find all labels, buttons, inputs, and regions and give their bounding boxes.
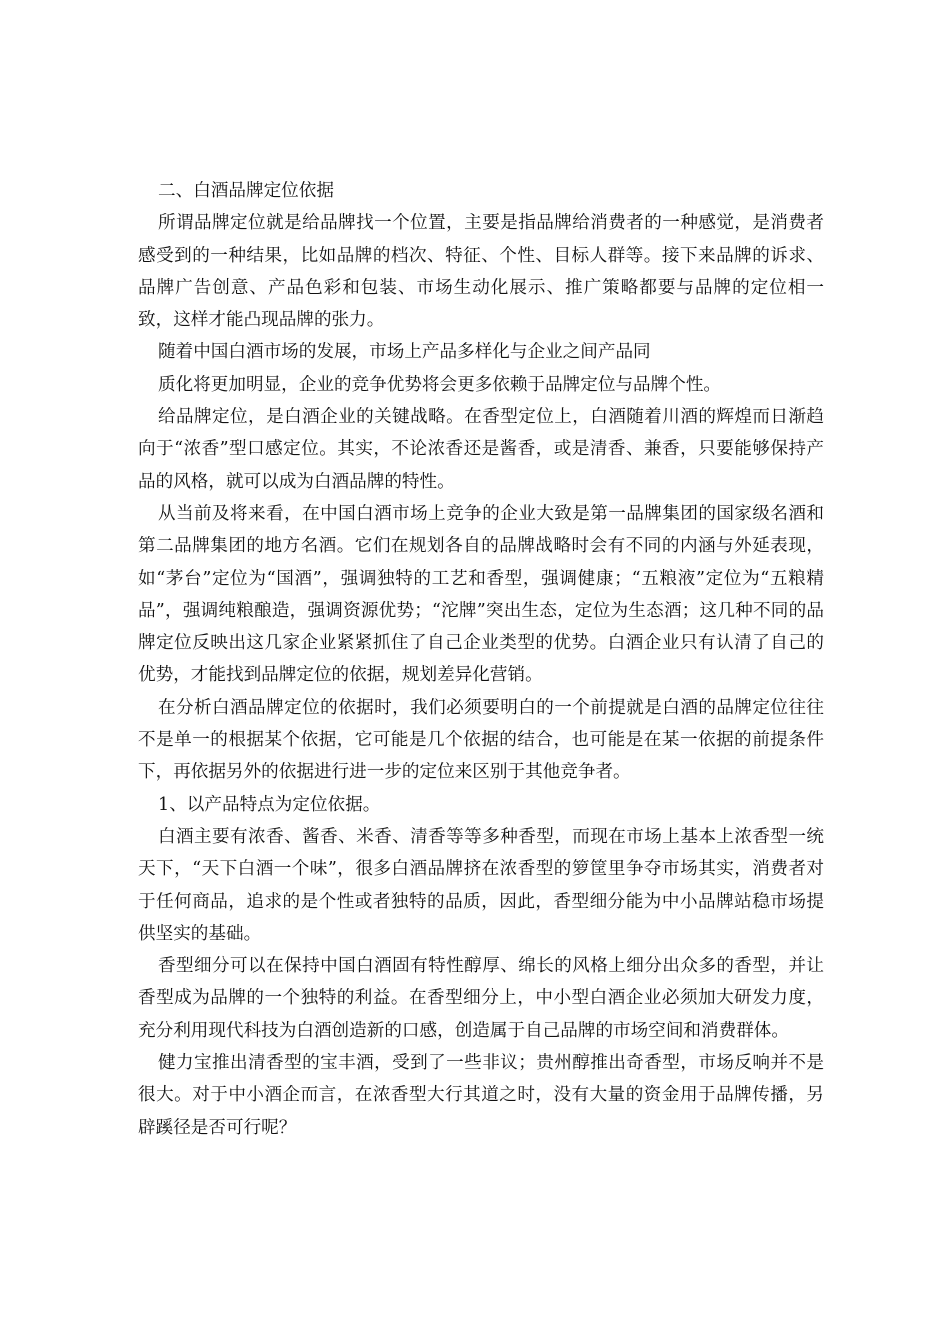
paragraph: 香型细分可以在保持中国白酒固有特性醇厚、绵长的风格上细分出众多的香型，并让香型成为品牌的一个独特的利益。在香型细分上，中小型白酒企业必须加大研发力度，充分利用现代科技为白酒创造新的口感，创造属于自己品牌的市场空间和消费群体。 xyxy=(138,956,824,1041)
paragraph: 给品牌定位，是白酒企业的关键战略。在香型定位上，白酒随着川酒的辉煌而日渐趋向于“浓香”型口感定位。其实，不论浓香还是酱香，或是清香、兼香，只要能够保持产品的风格，就可以成为白酒品牌的特性。 xyxy=(138,407,824,492)
paragraph: 从当前及将来看，在中国白酒市场上竞争的企业大致是第一品牌集团的国家级名酒和第二品牌集团的地方名酒。它们在规划各自的品牌战略时会有不同的内涵与外延表现，如“茅台”定位为“国酒”，强调独特的工艺和香型，强调健康；“五粮液”定位为“五粮精品”，强调纯粮酿造，强调资源优势；“沱牌”突出生态，定位为生态酒；这几种不同的品牌定位反映出这几家企业紧紧抓住了自己企业类型的优势。白酒企业只有认清了自己的优势，才能找到品牌定位的依据，规划差异化营销。 xyxy=(138,503,824,686)
paragraph: 健力宝推出清香型的宝丰酒，受到了一些非议；贵州醇推出奇香型，市场反响并不是很大。对于中小酒企而言，在浓香型大行其道之时，没有大量的资金用于品牌传播，另辟蹊径是否可行呢？ xyxy=(138,1053,824,1138)
section-heading: 二、白酒品牌定位依据 xyxy=(158,181,334,201)
paragraph: 白酒主要有浓香、酱香、米香、清香等等多种香型，而现在市场上基本上浓香型一统天下，“天下白酒一个味”，很多白酒品牌挤在浓香型的箩筐里争夺市场其实，消费者对于任何商品，追求的是个性或者独特的品质，因此，香型细分能为中小品牌站稳市场提供坚实的基础。 xyxy=(138,826,824,944)
document-body xyxy=(138,175,824,1144)
paragraph: 在分析白酒品牌定位的依据时，我们必须要明白的一个前提就是白酒的品牌定位往往不是单一的根据某个依据，它可能是几个依据的结合，也可能是在某一依据的前提条件下，再依据另外的依据进行进一步的定位来区别于其他竞争者。 xyxy=(138,697,824,783)
paragraph: 随着中国白酒市场的发展，市场上产品多样化与企业之间产品同 xyxy=(158,342,651,363)
subsection-heading: 1、以产品特点为定位依据。 xyxy=(158,794,381,815)
paragraph: 所谓品牌定位就是给品牌找一个位置，主要是指品牌给消费者的一种感觉，是消费者感受到的一种结果，比如品牌的档次、特征、个性、目标人群等。接下来品牌的诉求、品牌广告创意、产品色彩和包装、市场生动化展示、推广策略都要与品牌的定位相一致，这样才能凸现品牌的张力。 xyxy=(138,213,824,331)
paragraph: 质化将更加明显，企业的竞争优势将会更多依赖于品牌定位与品牌个性。 xyxy=(158,374,722,395)
